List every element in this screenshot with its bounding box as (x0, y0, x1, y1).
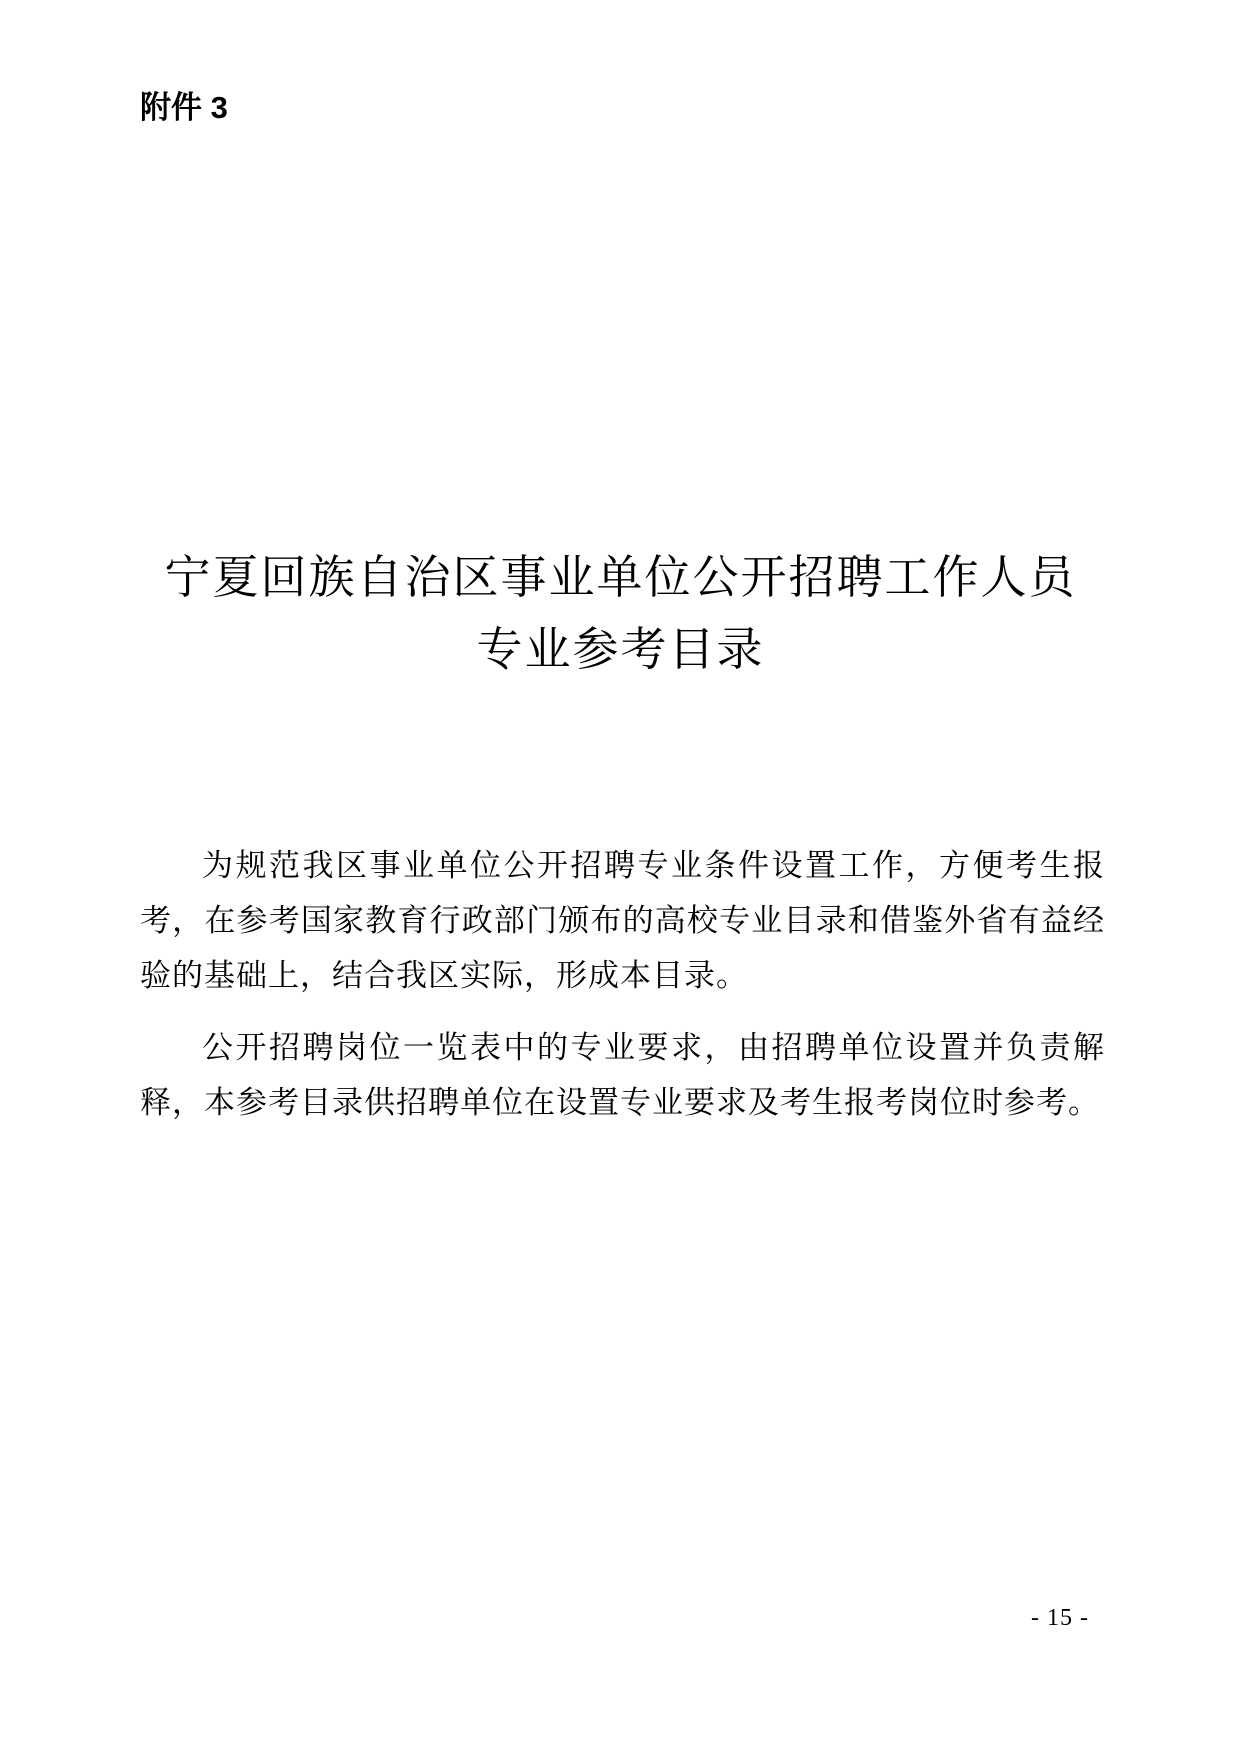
page-number: - 15 - (1031, 1605, 1089, 1631)
document-title-line-2: 专业参考目录 (476, 624, 765, 675)
document-body (140, 838, 1105, 1147)
document-title-line-1: 宁夏回族自治区事业单位公开招聘工作人员 (164, 552, 1077, 603)
attachment-label: 附件 3 (140, 90, 228, 125)
body-paragraph: 公开招聘岗位一览表中的专业要求，由招聘单位设置并负责解释，本参考目录供招聘单位在设置专业要求及考生报考岗位时参考。 (140, 1030, 1105, 1120)
body-paragraph: 为规范我区事业单位公开招聘专业条件设置工作，方便考生报考，在参考国家教育行政部门颁布的高校专业目录和借鉴外省有益经验的基础上，结合我区实际，形成本目录。 (140, 848, 1105, 993)
document-title (70, 542, 1171, 686)
